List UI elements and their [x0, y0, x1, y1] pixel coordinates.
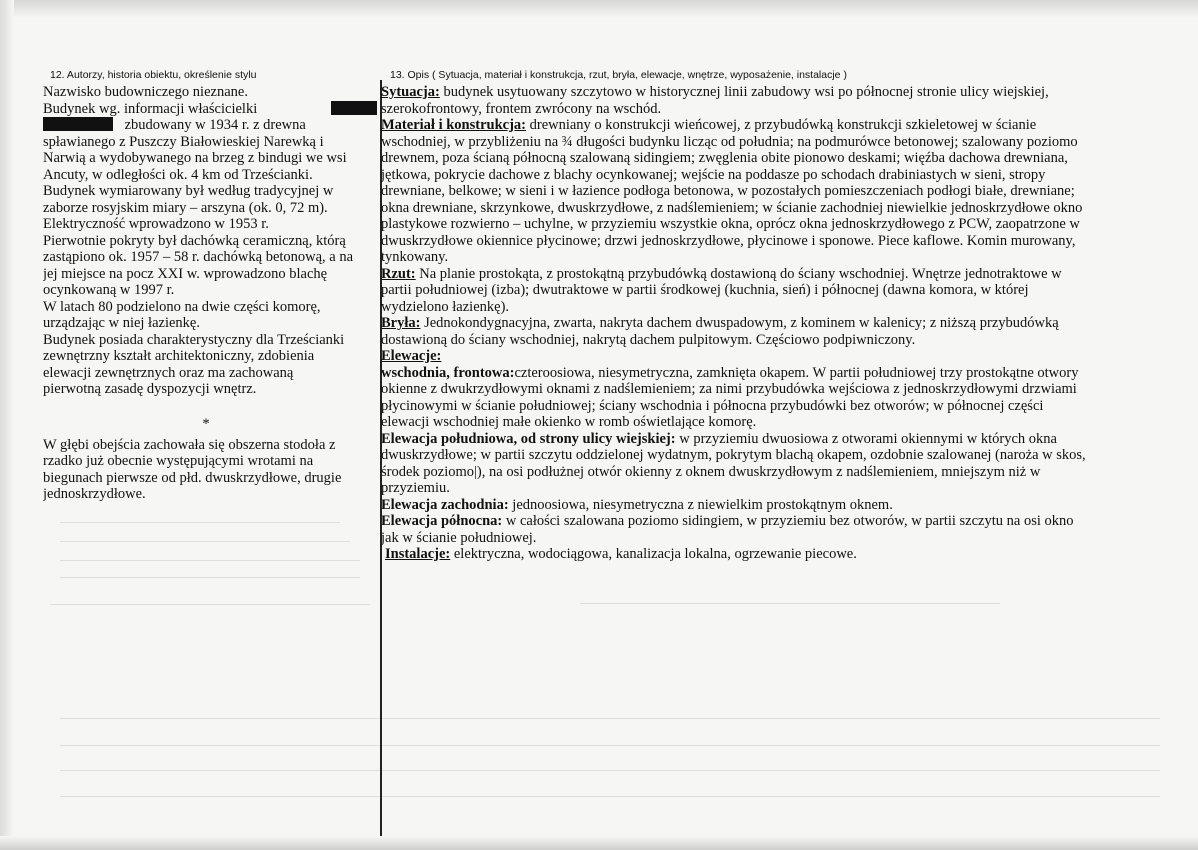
description-line: plastykowe rozwierno – uchylne, w przyziemiu wszystkie okna, oprócz okna jednoskrzydłowego z PCW, zaopatrzone w [381, 216, 1080, 232]
description-line: partii południowej (izba); dwutraktowe w partii środkowej (kuchnia, sień) i północnej (dawna komora, w której [381, 282, 1029, 298]
history-line: Elektryczność wprowadzono w 1953 r. [43, 216, 269, 232]
scan-edge-left [0, 0, 14, 850]
history-line: urządzając w niej łazienkę. [43, 315, 200, 331]
elewacja-polnocna-label: Elewacja północna: [381, 513, 503, 529]
description-line: okna drewniane, skrzynkowe, dwuskrzydłowe, z nadślemieniem; w ścianie zachodniej niewielkie jednoskrzydłowe okno [381, 199, 1083, 216]
description-line: Elewacja zachodnia: jednoosiowa, niesymetryczna z niewielkim prostokątnym oknem. [381, 496, 893, 513]
history-line: W latach 80 podzielono na dwie części komorę, [43, 298, 321, 315]
description-line: elewacji wschodniej małe okienko w romb oświetlające komorę. [381, 414, 757, 430]
instalacje-label: Instalacje: [385, 546, 451, 562]
description-column [381, 84, 1144, 563]
description-line: wschodniej, w przybliżeniu na ¾ długości budynku licząc od południa; na podmurówce betonowej; szalowany poziomo [381, 133, 1078, 150]
bleed-through-mark [60, 770, 1160, 771]
scan-edge-top [0, 0, 1198, 18]
bleed-through-mark [50, 604, 370, 605]
description-line [381, 348, 1144, 365]
redaction-bar [43, 117, 113, 131]
history-line: zaborze rosyjskim miary – arszyna (ok. 0, 72 m). [43, 199, 328, 216]
description-line: Elewacja północna: w całości szalowana poziomo sidingiem, w przyziemiu bez otworów, w partii szczytu na osi okno [381, 513, 1074, 529]
bleed-through-mark [580, 603, 1000, 604]
history-line: Budynek wymiarowany był według tradycyjnej w [43, 183, 334, 199]
rzut-label: Rzut: [381, 265, 416, 282]
history-line: elewacji zewnętrznych oraz ma zachowaną [43, 364, 294, 381]
bleed-through-mark [60, 560, 360, 561]
history-line: jednoskrzydłowe. [43, 486, 146, 502]
elewacja-poludniowa-label: Elewacja południowa, od strony ulicy wiejskiej: [381, 430, 676, 447]
description-line: drewnem, poza ścianą północną szalowaną sidingiem; zwęglenia obite pionowo deskami; więźba dachowa drewniana, [381, 150, 1068, 166]
bleed-through-mark [60, 577, 360, 578]
description-line: dostawioną do ściany wschodniej, nakrytą dachem pulpitowym. Częściowo podpiwniczony. [381, 331, 916, 348]
section-12-title: 12. Autorzy, historia obiektu, określenie stylu [50, 69, 257, 81]
description-line: szerokofrontowy, frontem zwrócony na wschód. [381, 100, 662, 117]
scan-edge-bottom [0, 836, 1198, 850]
bleed-through-mark [60, 718, 1160, 719]
description-line: Rzut: Na planie prostokąta, z prostokątną przybudówką dostawioną do ściany wschodniej. Wnętrze jednotraktowe w [381, 265, 1062, 282]
bryla-label: Bryła: [381, 315, 421, 331]
redaction-bar [331, 101, 377, 115]
history-line: Budynek posiada charakterystyczny dla Trześcianki [43, 331, 345, 348]
description-line: wschodnia, frontowa:czteroosiowa, niesymetryczna, zamknięta okapem. W partii południowej trzy prostokątne otwory [381, 364, 1079, 381]
history-line: zbudowany w 1934 r. z drewna [43, 117, 379, 134]
bleed-through-mark [60, 745, 1160, 746]
description-line: Bryła: Jednokondygnacyjna, zwarta, nakryta dachem dwuspadowym, z kominem w kalenicy; z niższą przybudówką [381, 315, 1059, 331]
history-line: jej miejsce na pocz XXI w. wprowadzono blachę [43, 265, 328, 282]
description-line: drewniane, belkowe; w sieni i w łazience podłoga betonowa, w pozostałych pomieszczeniach podłogi białe, drewniane; [381, 183, 1075, 199]
elewacje-label: Elewacje: [381, 348, 442, 364]
history-line: zewnętrzny kształt architektoniczny, zdobienia [43, 348, 315, 364]
bleed-through-mark [60, 796, 1160, 797]
bleed-through-mark [60, 522, 340, 523]
description-line: wydzielono łazienkę). [381, 298, 510, 315]
description-line: okienne z dwukrzydłowymi oknami z nadślemieniem; za nimi przybudówka wejściowa z jednoskrzydłowymi drzwiami [381, 381, 1077, 397]
description-line: jętkowa, pokrycie dachowe z blachy ocynkowanej; wejście na poddasze po schodach drabiniastych w sieni, stropy [381, 166, 1046, 183]
section-separator-asterisk: * [202, 416, 210, 432]
description-line: dwuskrzydłowe; w partii szczytu oddzielonej wydatnym, pokrytym blachą okapem, ozdobnie szalowanej (naroża w skos, [381, 447, 1086, 463]
description-line: jak w ścianie południowej. [381, 529, 537, 546]
description-line: środek poziomo|), na osi podłużnej otwór okienny z oknem dwuskrzydłowym z nadślemieniem, mniejszym niż w [381, 463, 1041, 480]
description-line: Sytuacja: budynek usytuowany szczytowo w historycznej linii zabudowy wsi po północnej stronie ulicy wiejskiej, [381, 84, 1049, 100]
bleed-through-mark [60, 541, 350, 542]
history-line: ocynkowaną w 1997 r. [43, 282, 175, 298]
history-line: Ancuty, w odległości ok. 4 km od Trześcianki. [43, 166, 313, 183]
history-line [43, 101, 379, 118]
justified-line: Budynek wg. informacji właścicielki [43, 100, 258, 117]
description-line: dwuskrzydłowe okiennice płycinowe; drzwi jednoskrzydłowe, płycinowe i sponowe. Piece kaflowe. Komin murowany, [381, 232, 1076, 249]
history-line: spławianego z Puszczy Białowieskiej Narewką i [43, 133, 324, 150]
history-line: biegunach pierwsze od płd. dwuskrzydłowe, drugie [43, 469, 342, 486]
history-line: W głębi obejścia zachowała się obszerna stodoła z [43, 436, 336, 453]
description-line: przyziemiu. [381, 480, 450, 496]
elewacja-wschodnia-label: wschodnia, frontowa: [381, 364, 515, 381]
history-column [43, 84, 379, 503]
section-13-title: 13. Opis ( Sytuacja, materiał i konstrukcja, rzut, bryła, elewacje, wnętrze, wyposażenie, instalacje ) [390, 69, 847, 81]
description-line: Materiał i konstrukcja: drewniany o konstrukcji wieńcowej, z przybudówką konstrukcji szkieletowej w ścianie [381, 117, 1037, 133]
description-line: płycinowymi w ścianie południowej; ściany wschodnia i północna przybudówki bez otworów; w północnej części [381, 397, 1044, 414]
history-line: Pierwotnie pokryty był dachówką ceramiczną, którą [43, 232, 346, 249]
blank-line [43, 398, 379, 415]
history-line: Nazwisko budowniczego nieznane. [43, 84, 248, 100]
material-label: Materiał i konstrukcja: [381, 117, 526, 133]
history-line: pierwotną zasadę dyspozycji wnętrz. [43, 381, 257, 397]
description-line: tynkowany. [381, 249, 449, 265]
history-line: rzadko już obecnie występującymi wrotami na [43, 453, 314, 469]
history-line: Narwią a wydobywanego na brzeg z bindugi we wsi [43, 150, 347, 166]
history-line: zastąpiono ok. 1957 – 58 r. dachówką betonową, a na [43, 249, 354, 265]
sytuacja-label: Sytuacja: [381, 84, 440, 100]
elewacja-zachodnia-label: Elewacja zachodnia: [381, 496, 509, 513]
description-line: Elewacja południowa, od strony ulicy wiejskiej: w przyziemiu dwuosiowa z otworami okiennymi w których okna [381, 430, 1057, 447]
description-line: Instalacje: elektryczna, wodociągowa, kanalizacja lokalna, ogrzewanie piecowe. [385, 546, 857, 562]
